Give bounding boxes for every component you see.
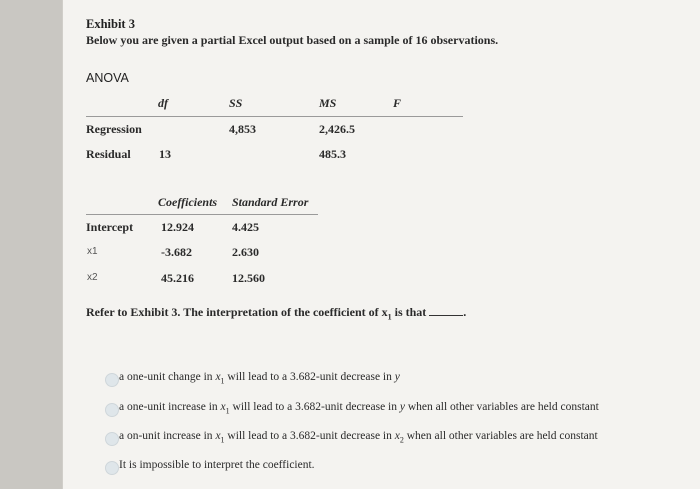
question-page	[62, 0, 700, 489]
coef-row-se: 2.630	[232, 245, 259, 259]
anova-header-rule	[86, 116, 463, 117]
anova-row-name: Residual	[86, 147, 131, 161]
coef-row-value: -3.682	[161, 245, 192, 259]
coef-row-value: 12.924	[161, 220, 194, 234]
answer-option[interactable]	[105, 400, 680, 422]
anova-header-ss: SS	[229, 96, 243, 110]
answer-option[interactable]	[105, 458, 505, 480]
radio-button[interactable]	[105, 403, 119, 417]
option-label: a one-unit change in $x_1$ will lead to a 3.682-unit decrease in y	[119, 371, 400, 386]
coef-header-rule	[86, 214, 318, 215]
anova-row-name: Regression	[86, 122, 142, 136]
exhibit-title: Exhibit 3	[86, 17, 135, 31]
exhibit-subtitle: Below you are given a partial Excel output based on a sample of 16 observations.	[86, 33, 499, 47]
radio-button[interactable]	[105, 461, 119, 475]
coef-row-name: Intercept	[86, 220, 134, 234]
answer-option[interactable]	[105, 429, 680, 451]
coef-row-se: 12.560	[232, 271, 265, 285]
radio-button[interactable]	[105, 373, 119, 387]
coef-row-name: x2	[87, 272, 98, 283]
anova-row-ms: 2,426.5	[319, 122, 355, 136]
anova-row-ss: 4,853	[229, 122, 256, 136]
option-label: a on-unit increase in $x_1$ will lead to a 3.682-unit decrease in $x_2$ when all other variables are held constant	[119, 430, 598, 445]
question-text: Refer to Exhibit 3. The interpretation of the coefficient of $x_1$ is that .	[86, 305, 467, 322]
answer-option[interactable]	[105, 370, 665, 392]
radio-button[interactable]	[105, 432, 119, 446]
coef-row-name: x1	[87, 246, 98, 257]
coef-row-value: 45.216	[161, 271, 194, 285]
anova-header-df: df	[158, 96, 168, 110]
coef-header: Coefficients	[158, 195, 218, 209]
option-label: It is impossible to interpret the coefficient.	[119, 459, 315, 471]
anova-row-ms: 485.3	[319, 147, 346, 161]
anova-row-df: 13	[159, 147, 171, 161]
anova-header-ms: MS	[319, 96, 337, 110]
anova-label: ANOVA	[86, 71, 129, 85]
se-header: Standard Error	[232, 195, 309, 209]
option-label: a one-unit increase in $x_1$ will lead to a 3.682-unit decrease in y when all other variables are held constant	[119, 401, 599, 416]
anova-header-f: F	[393, 96, 402, 110]
answer-blank	[429, 315, 463, 316]
coef-row-se: 4.425	[232, 220, 259, 234]
